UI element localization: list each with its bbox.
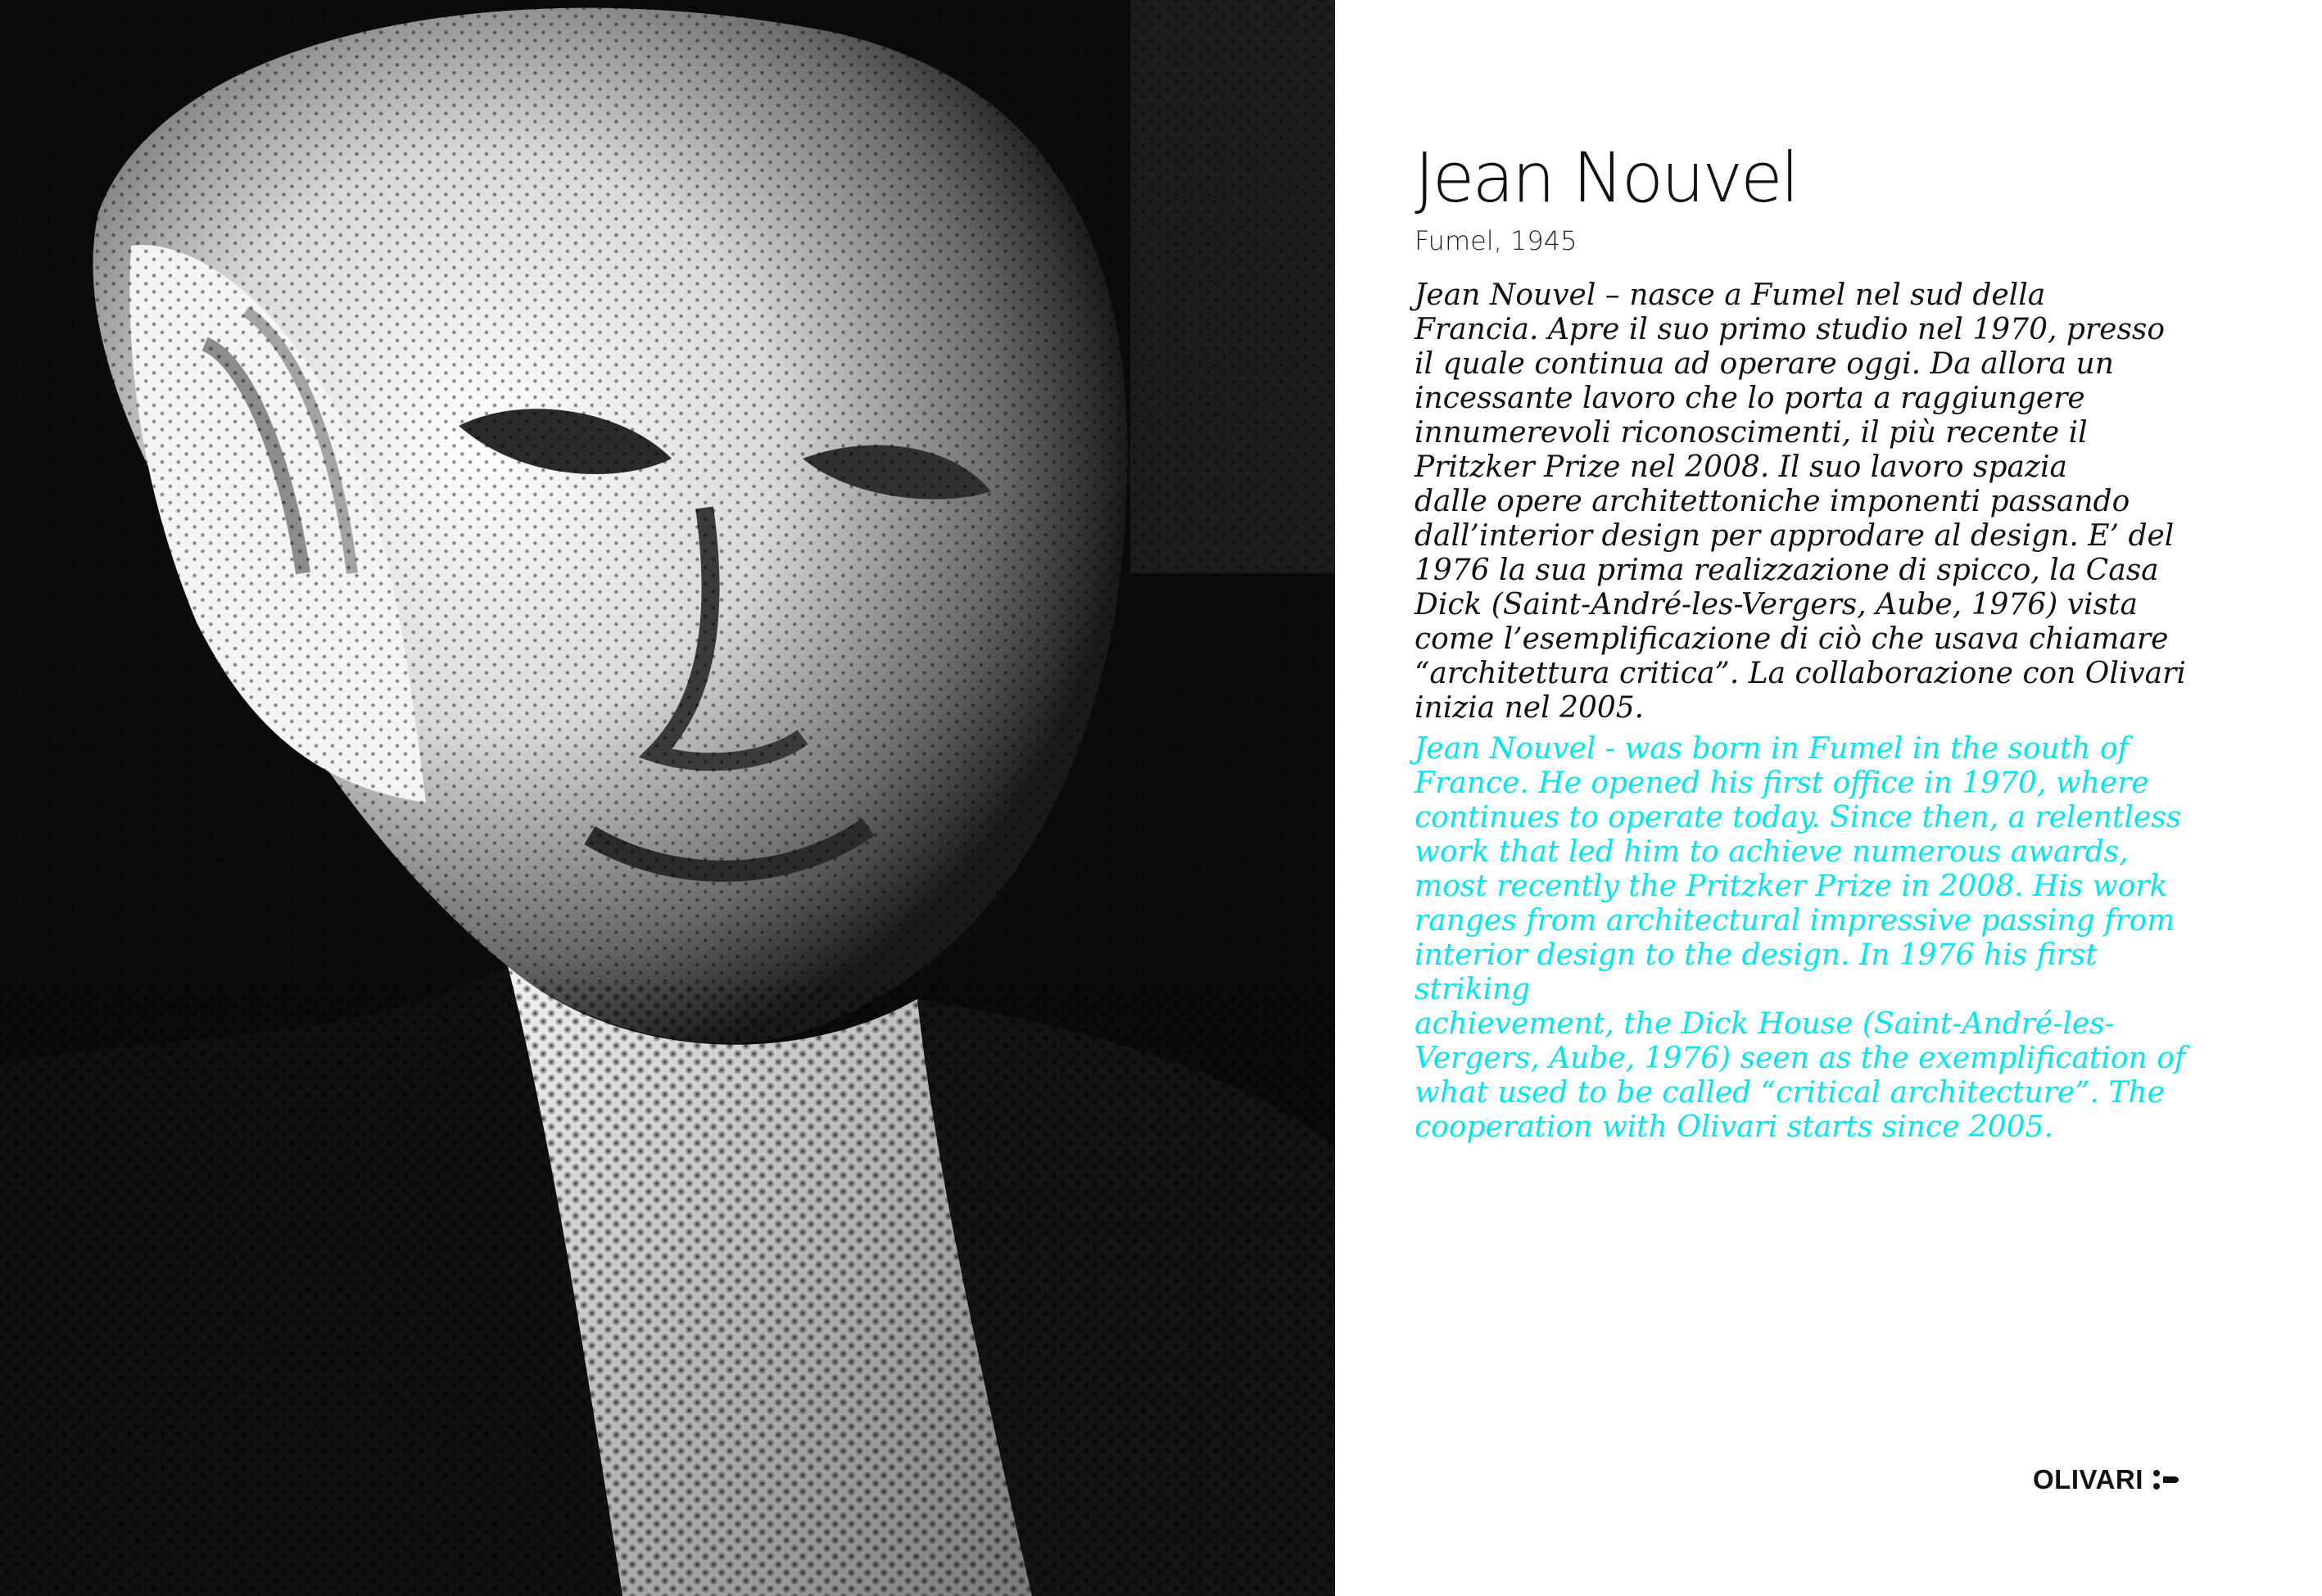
logo-wordmark: OLIVARI	[2033, 1464, 2143, 1494]
birth-place-year: Fumel, 1945	[1414, 225, 1577, 256]
biography-panel	[1414, 138, 2217, 1145]
biography-italian: Jean Nouvel – nasce a Fumel nel sud della Francia. Apre il suo primo studio nel 1970, presso il quale continua ad operare oggi. Da allora un incessante lavoro che lo porta a raggiungere innumerevoli riconoscimenti, il più recente il Pritzker Prize nel 2008. Il suo lavoro spazia dalle opere architettoniche imponenti passando dall’interior design per approdare al design. E’ del 1976 la sua prima realizzazione di spicco, la Casa Dick (Saint-André-les-Vergers, Aube, 1976) vista come l’esemplificazione di ciò che usava chiamare “architettura critica”. La collaborazione con Olivari inizia nel 2005.	[1414, 278, 2186, 726]
biography-english: Jean Nouvel - was born in Fumel in the south of France. He opened his first office in 1970, where continues to operate today. Since then, a relentless work that led him to achieve numerous awards, most recently the Pritzker Prize in 2008. His work ranges from architectural impressive passing from interior design to the design. In 1976 his first striking achievement, the Dick House (Saint-André-les- Vergers, Aube, 1976) seen as the exemplification of what used to be called “critical architecture”. The cooperation with Olivari starts since 2005.	[1414, 732, 2186, 1145]
olivari-handle-icon	[2152, 1469, 2179, 1490]
page-title: Jean Nouvel	[1414, 138, 1798, 218]
brand-logo	[2033, 1464, 2179, 1495]
